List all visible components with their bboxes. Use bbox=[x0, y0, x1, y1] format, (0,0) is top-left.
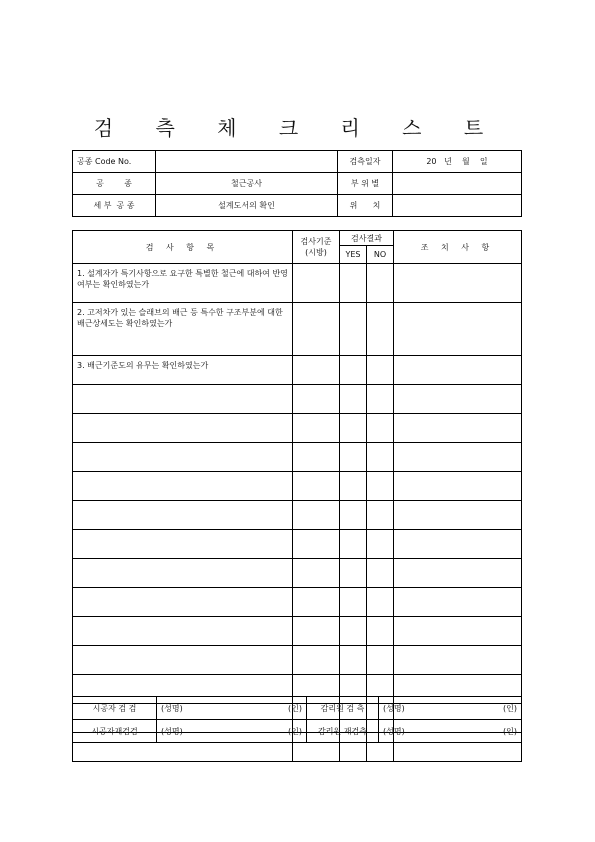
checklist-table bbox=[72, 230, 522, 762]
sign-row1-left-field[interactable] bbox=[157, 697, 307, 720]
col-item-header: 검 사 항 목 bbox=[73, 231, 293, 264]
action-cell[interactable] bbox=[394, 264, 522, 303]
code-label: 공종 Code No. bbox=[73, 151, 156, 173]
yes-cell[interactable] bbox=[340, 356, 367, 385]
work-value[interactable]: 철근공사 bbox=[156, 173, 338, 195]
yes-cell[interactable] bbox=[340, 443, 367, 472]
no-cell[interactable] bbox=[367, 303, 394, 356]
yes-cell[interactable] bbox=[340, 385, 367, 414]
sign-row1-right-seal: (인) bbox=[503, 703, 517, 713]
standard-cell[interactable] bbox=[293, 472, 340, 501]
check-item bbox=[73, 617, 293, 646]
action-cell[interactable] bbox=[394, 414, 522, 443]
col-standard-header: 검사기준 (시방) bbox=[293, 231, 340, 264]
no-cell[interactable] bbox=[367, 559, 394, 588]
check-item bbox=[73, 472, 293, 501]
sign-row2-left-label: 시공자재검검 bbox=[73, 720, 157, 743]
location-value[interactable] bbox=[393, 195, 522, 217]
standard-cell[interactable] bbox=[293, 264, 340, 303]
standard-cell[interactable] bbox=[293, 646, 340, 675]
check-item bbox=[73, 414, 293, 443]
page-title: 검 측 체 크 리 스 트 bbox=[93, 116, 502, 140]
sign-row1-left-label: 시공자 검 검 bbox=[73, 697, 157, 720]
standard-cell[interactable] bbox=[293, 443, 340, 472]
yes-cell[interactable] bbox=[340, 588, 367, 617]
table-row bbox=[73, 501, 522, 530]
no-cell[interactable] bbox=[367, 588, 394, 617]
check-item bbox=[73, 530, 293, 559]
standard-cell[interactable] bbox=[293, 303, 340, 356]
action-cell[interactable] bbox=[394, 559, 522, 588]
action-cell[interactable] bbox=[394, 588, 522, 617]
yes-cell[interactable] bbox=[340, 303, 367, 356]
table-row bbox=[73, 303, 522, 356]
part-label: 부 위 별 bbox=[338, 173, 393, 195]
no-cell[interactable] bbox=[367, 264, 394, 303]
standard-cell[interactable] bbox=[293, 501, 340, 530]
no-cell[interactable] bbox=[367, 472, 394, 501]
action-cell[interactable] bbox=[394, 472, 522, 501]
action-cell[interactable] bbox=[394, 303, 522, 356]
sign-row2-right-name: (성명) bbox=[383, 726, 405, 736]
table-row bbox=[73, 530, 522, 559]
no-cell[interactable] bbox=[367, 385, 394, 414]
action-cell[interactable] bbox=[394, 501, 522, 530]
sign-row2-right-label: 감리원 재검측 bbox=[307, 720, 379, 743]
signature-table bbox=[72, 696, 522, 743]
table-row bbox=[73, 472, 522, 501]
standard-cell[interactable] bbox=[293, 588, 340, 617]
check-item: 3. 배근기준도의 유무는 확인하였는가 bbox=[73, 356, 293, 385]
yes-cell[interactable] bbox=[340, 559, 367, 588]
standard-cell[interactable] bbox=[293, 414, 340, 443]
table-row bbox=[73, 443, 522, 472]
check-item: 2. 고저차가 있는 슬래브의 배근 등 특수한 구조부분에 대한 배근상세도는 확인하였는가 bbox=[73, 303, 293, 356]
no-cell[interactable] bbox=[367, 414, 394, 443]
table-row bbox=[73, 264, 522, 303]
sign-row1-left-name: (성명) bbox=[161, 703, 183, 713]
sign-row1-right-label: 감리원 검 측 bbox=[307, 697, 379, 720]
table-row bbox=[73, 617, 522, 646]
work-label: 공 종 bbox=[73, 173, 156, 195]
location-label: 위 치 bbox=[338, 195, 393, 217]
yes-cell[interactable] bbox=[340, 617, 367, 646]
check-item bbox=[73, 559, 293, 588]
table-row bbox=[73, 385, 522, 414]
yes-cell[interactable] bbox=[340, 414, 367, 443]
date-value[interactable]: 20 년 월 일 bbox=[393, 151, 522, 173]
check-item bbox=[73, 646, 293, 675]
sign-row1-left-seal: (인) bbox=[288, 703, 302, 713]
sign-row2-right-field[interactable] bbox=[379, 720, 522, 743]
standard-cell[interactable] bbox=[293, 385, 340, 414]
standard-cell[interactable] bbox=[293, 559, 340, 588]
yes-cell[interactable] bbox=[340, 501, 367, 530]
action-cell[interactable] bbox=[394, 443, 522, 472]
table-row bbox=[73, 356, 522, 385]
yes-cell[interactable] bbox=[340, 646, 367, 675]
yes-cell[interactable] bbox=[340, 530, 367, 559]
check-item: 1. 설계자가 특기사항으로 요구한 특별한 철근에 대하여 반영여부는 확인하였는가 bbox=[73, 264, 293, 303]
sign-row1-right-name: (성명) bbox=[383, 703, 405, 713]
date-label: 검측일자 bbox=[338, 151, 393, 173]
col-action-header: 조 치 사 항 bbox=[394, 231, 522, 264]
no-cell[interactable] bbox=[367, 617, 394, 646]
detail-value[interactable]: 설계도서의 확인 bbox=[156, 195, 338, 217]
action-cell[interactable] bbox=[394, 617, 522, 646]
col-yes-header: YES bbox=[340, 246, 367, 264]
table-row bbox=[73, 646, 522, 675]
table-row bbox=[73, 414, 522, 443]
no-cell[interactable] bbox=[367, 356, 394, 385]
check-item bbox=[73, 588, 293, 617]
part-value[interactable] bbox=[393, 173, 522, 195]
check-item bbox=[73, 501, 293, 530]
sign-row2-left-field[interactable] bbox=[157, 720, 307, 743]
detail-label: 세 부 공 종 bbox=[73, 195, 156, 217]
action-cell[interactable] bbox=[394, 646, 522, 675]
action-cell[interactable] bbox=[394, 530, 522, 559]
standard-cell[interactable] bbox=[293, 356, 340, 385]
yes-cell[interactable] bbox=[340, 472, 367, 501]
sign-row2-right-seal: (인) bbox=[503, 726, 517, 736]
no-cell[interactable] bbox=[367, 530, 394, 559]
header-table bbox=[72, 150, 522, 217]
no-cell[interactable] bbox=[367, 443, 394, 472]
standard-cell[interactable] bbox=[293, 530, 340, 559]
check-item bbox=[73, 443, 293, 472]
no-cell[interactable] bbox=[367, 501, 394, 530]
action-cell[interactable] bbox=[394, 385, 522, 414]
check-item bbox=[73, 385, 293, 414]
code-value[interactable] bbox=[156, 151, 338, 173]
sign-row1-right-field[interactable] bbox=[379, 697, 522, 720]
action-cell[interactable] bbox=[394, 356, 522, 385]
yes-cell[interactable] bbox=[340, 264, 367, 303]
table-row bbox=[73, 588, 522, 617]
sign-row2-left-seal: (인) bbox=[288, 726, 302, 736]
col-result-header: 검사결과 bbox=[340, 231, 394, 246]
no-cell[interactable] bbox=[367, 646, 394, 675]
table-row bbox=[73, 559, 522, 588]
sign-row2-left-name: (성명) bbox=[161, 726, 183, 736]
standard-cell[interactable] bbox=[293, 617, 340, 646]
col-no-header: NO bbox=[367, 246, 394, 264]
